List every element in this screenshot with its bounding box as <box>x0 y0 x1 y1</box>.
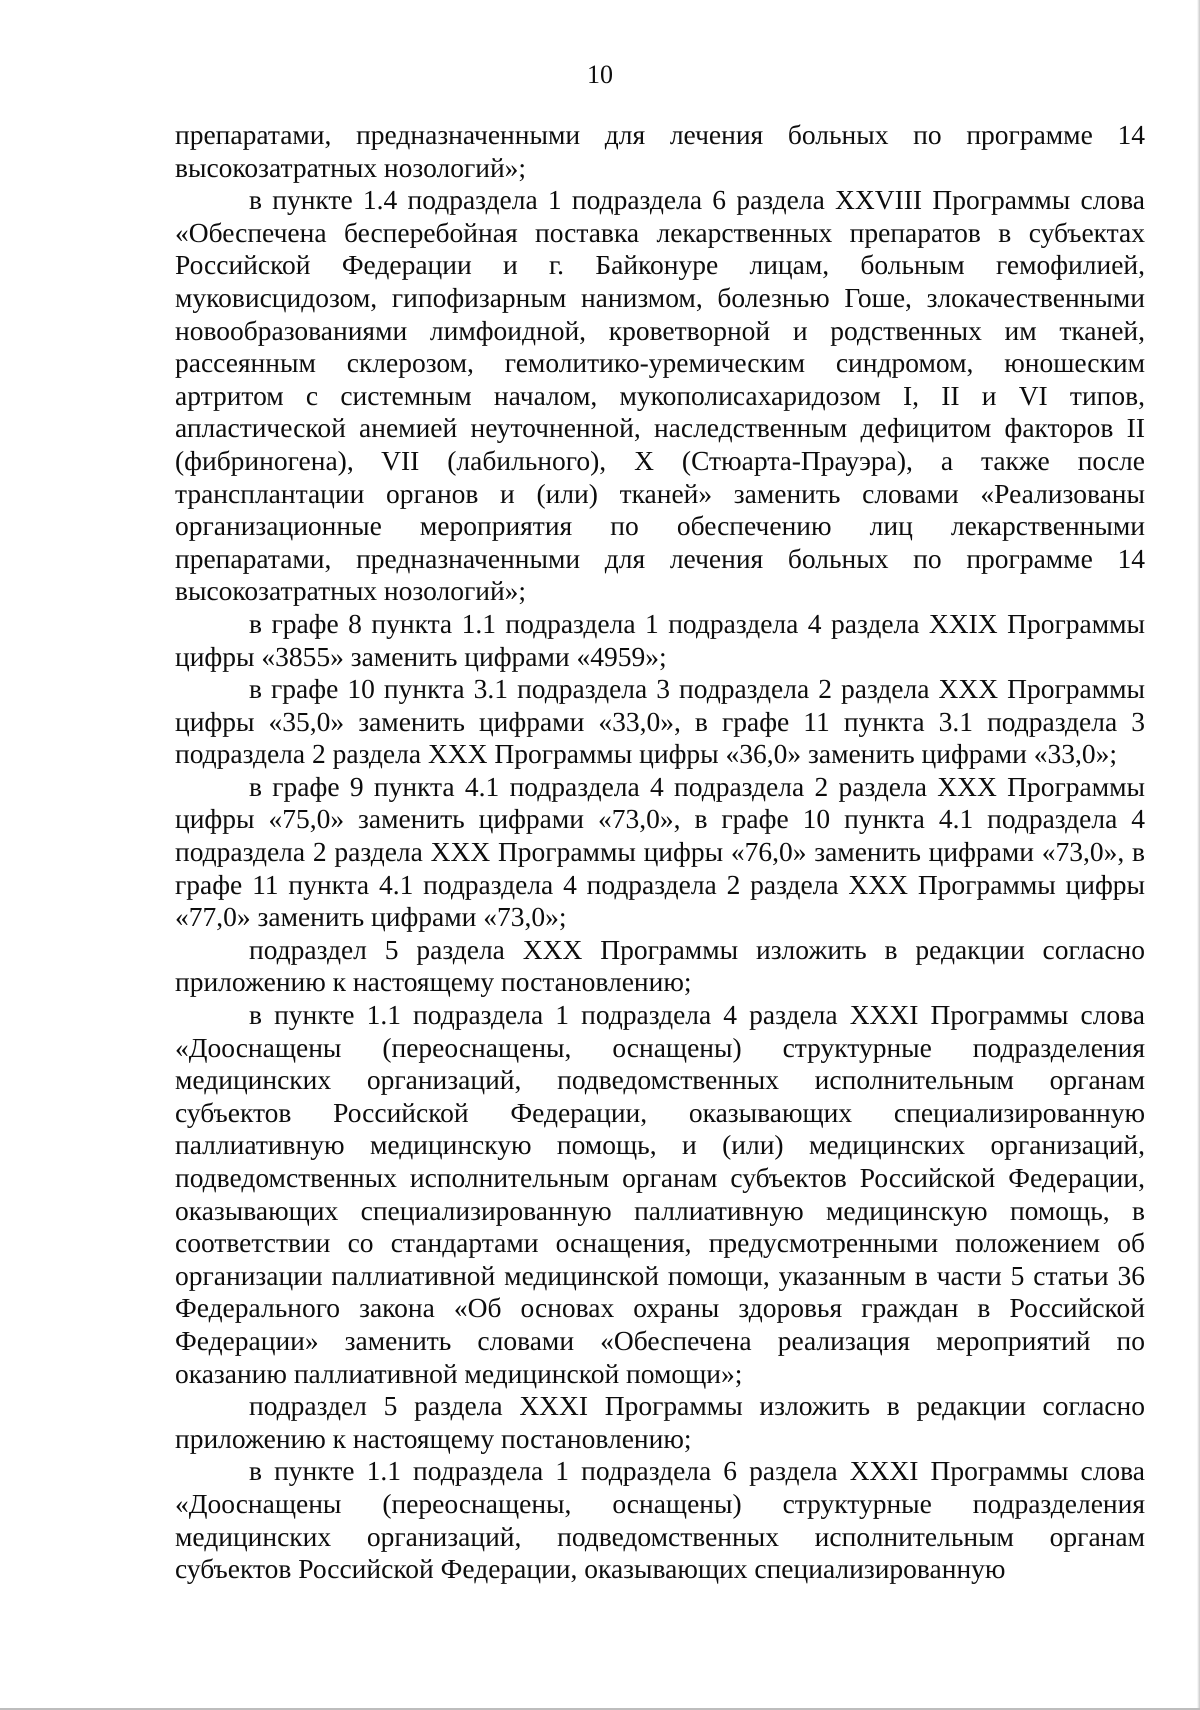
paragraph-item-29: в графе 8 пункта 1.1 подраздела 1 подраздела 4 раздела XXIX Программы цифры «3855» заменить цифрами «4959»; <box>175 607 1145 672</box>
paragraph-item-28: в пункте 1.4 подраздела 1 подраздела 6 раздела XXVIII Программы слова «Обеспечена бесперебойная поставка лекарственных препаратов в субъектах Российской Федерации и г. Байконуре лицам, больным гемофилией, муковисцидозом, гипофизарным нанизмом, болезнью Гоше, злокачественными новообразованиями лимфоидной, кроветворной и родственных им тканей, рассеянным склерозом, гемолитико-уремическим синдромом, юношеским артритом с системным началом, мукополисахаридозом I, II и VI типов, апластической анемией неуточненной, наследственным дефицитом факторов II (фибриногена), VII (лабильного), X (Стюарта-Прауэра), а также после трансплантации органов и (или) тканей» заменить словами «Реализованы организационные мероприятия по обеспечению лиц лекарственными препаратами, предназначенными для лечения больных по программе 14 высокозатратных нозологий»; <box>175 184 1145 607</box>
paragraph-item-30-4: в графе 9 пункта 4.1 подраздела 4 подраздела 2 раздела XXX Программы цифры «75,0» заменить цифрами «73,0», в графе 10 пункта 4.1 подраздела 4 подраздела 2 раздела XXX Программы цифры «76,0» заменить цифрами «73,0», в графе 11 пункта 4.1 подраздела 4 подраздела 2 раздела XXX Программы цифры «77,0» заменить цифрами «73,0»; <box>175 770 1145 933</box>
document-body <box>175 119 1145 1586</box>
paragraph-item-31-5: подраздел 5 раздела XXXI Программы изложить в редакции согласно приложению к настоящему постановлению; <box>175 1390 1145 1454</box>
paragraph-continuation: препаратами, предназначенными для лечения больных по программе 14 высокозатратных нозологий»; <box>175 119 1145 183</box>
paragraph-item-30-3: в графе 10 пункта 3.1 подраздела 3 подраздела 2 раздела XXX Программы цифры «35,0» заменить цифрами «33,0», в графе 11 пункта 3.1 подраздела 3 подраздела 2 раздела XXX Программы цифры «36,0» заменить цифрами «33,0»; <box>175 673 1145 770</box>
paragraph-item-31-6: в пункте 1.1 подраздела 1 подраздела 6 раздела XXXI Программы слова «Дооснащены (переоснащены, оснащены) структурные подразделения медицинских организаций, подведомственных исполнительным органам субъектов Российской Федерации, оказывающих специализированную <box>175 1455 1145 1585</box>
paragraph-item-30-5: подраздел 5 раздела XXX Программы изложить в редакции согласно приложению к настоящему постановлению; <box>175 933 1145 998</box>
paragraph-item-31-4: в пункте 1.1 подраздела 1 подраздела 4 раздела XXXI Программы слова «Дооснащены (переоснащены, оснащены) структурные подразделения медицинских организаций, подведомственных исполнительным органам субъектов Российской Федерации, оказывающих специализированную паллиативную медицинскую помощь, и (или) медицинских организаций, подведомственных исполнительным органам субъектов Российской Федерации, оказывающих специализированную паллиативную медицинскую помощь, в соответствии со стандартами оснащения, предусмотренными положением об организации паллиативной медицинской помощи, указанным в части 5 статьи 36 Федерального закона «Об основах охраны здоровья граждан в Российской Федерации» заменить словами «Обеспечена реализация мероприятий по оказанию паллиативной медицинской помощи»; <box>175 999 1145 1389</box>
page-number: 10 <box>587 60 613 89</box>
